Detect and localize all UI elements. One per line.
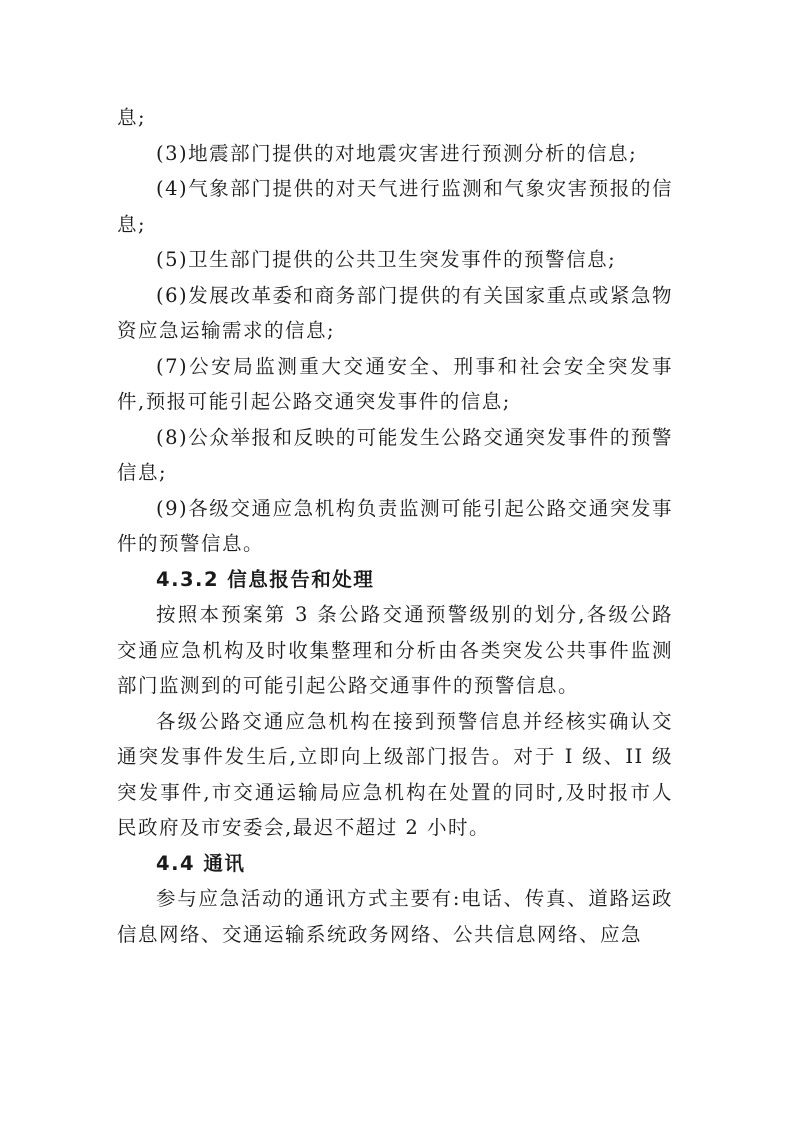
body-paragraph: 参与应急活动的通讯方式主要有:电话、传真、道路运政信息网络、交通运输系统政务网络、公共信息网络、应急 (117, 887, 673, 946)
list-item-3: (3)地震部门提供的对地震灾害进行预测分析的信息; (156, 141, 638, 165)
section-heading-4-3-2: 4.3.2 信息报告和处理 (156, 567, 375, 591)
body-paragraph: 按照本预案第 3 条公路交通预警级别的划分,各级公路交通应急机构及时收集整理和分析由各类突发公共事件监测部门监测到的可能引起公路交通事件的预警信息。 (117, 603, 673, 697)
list-item-4: (4)气象部门提供的对天气进行监测和气象灾害预报的信息; (117, 177, 673, 236)
list-item-5: (5)卫生部门提供的公共卫生突发事件的预警信息; (156, 248, 617, 271)
list-item-6: (6)发展改革委和商务部门提供的有关国家重点或紧急物资应急运输需求的信息; (117, 283, 673, 342)
paragraph-continuation: 息; (117, 106, 147, 129)
list-item-9: (9)各级交通应急机构负责监测可能引起公路交通突发事件的预警信息。 (117, 496, 673, 555)
body-paragraph: 各级公路交通应急机构在接到预警信息并经核实确认交通突发事件发生后,立即向上级部门报告。对于 I 级、II 级突发事件,市交通运输局应急机构在处置的同时,及时报市人民政府及市安委会,最迟不超过 2 小时。 (117, 709, 673, 839)
section-heading-4-4: 4.4 通讯 (156, 851, 246, 875)
list-item-7: (7)公安局监测重大交通安全、刑事和社会安全突发事件,预报可能引起公路交通突发事件的信息; (117, 354, 673, 413)
list-item-8: (8)公众举报和反映的可能发生公路交通突发事件的预警信息; (117, 425, 673, 484)
document-body (117, 100, 673, 952)
